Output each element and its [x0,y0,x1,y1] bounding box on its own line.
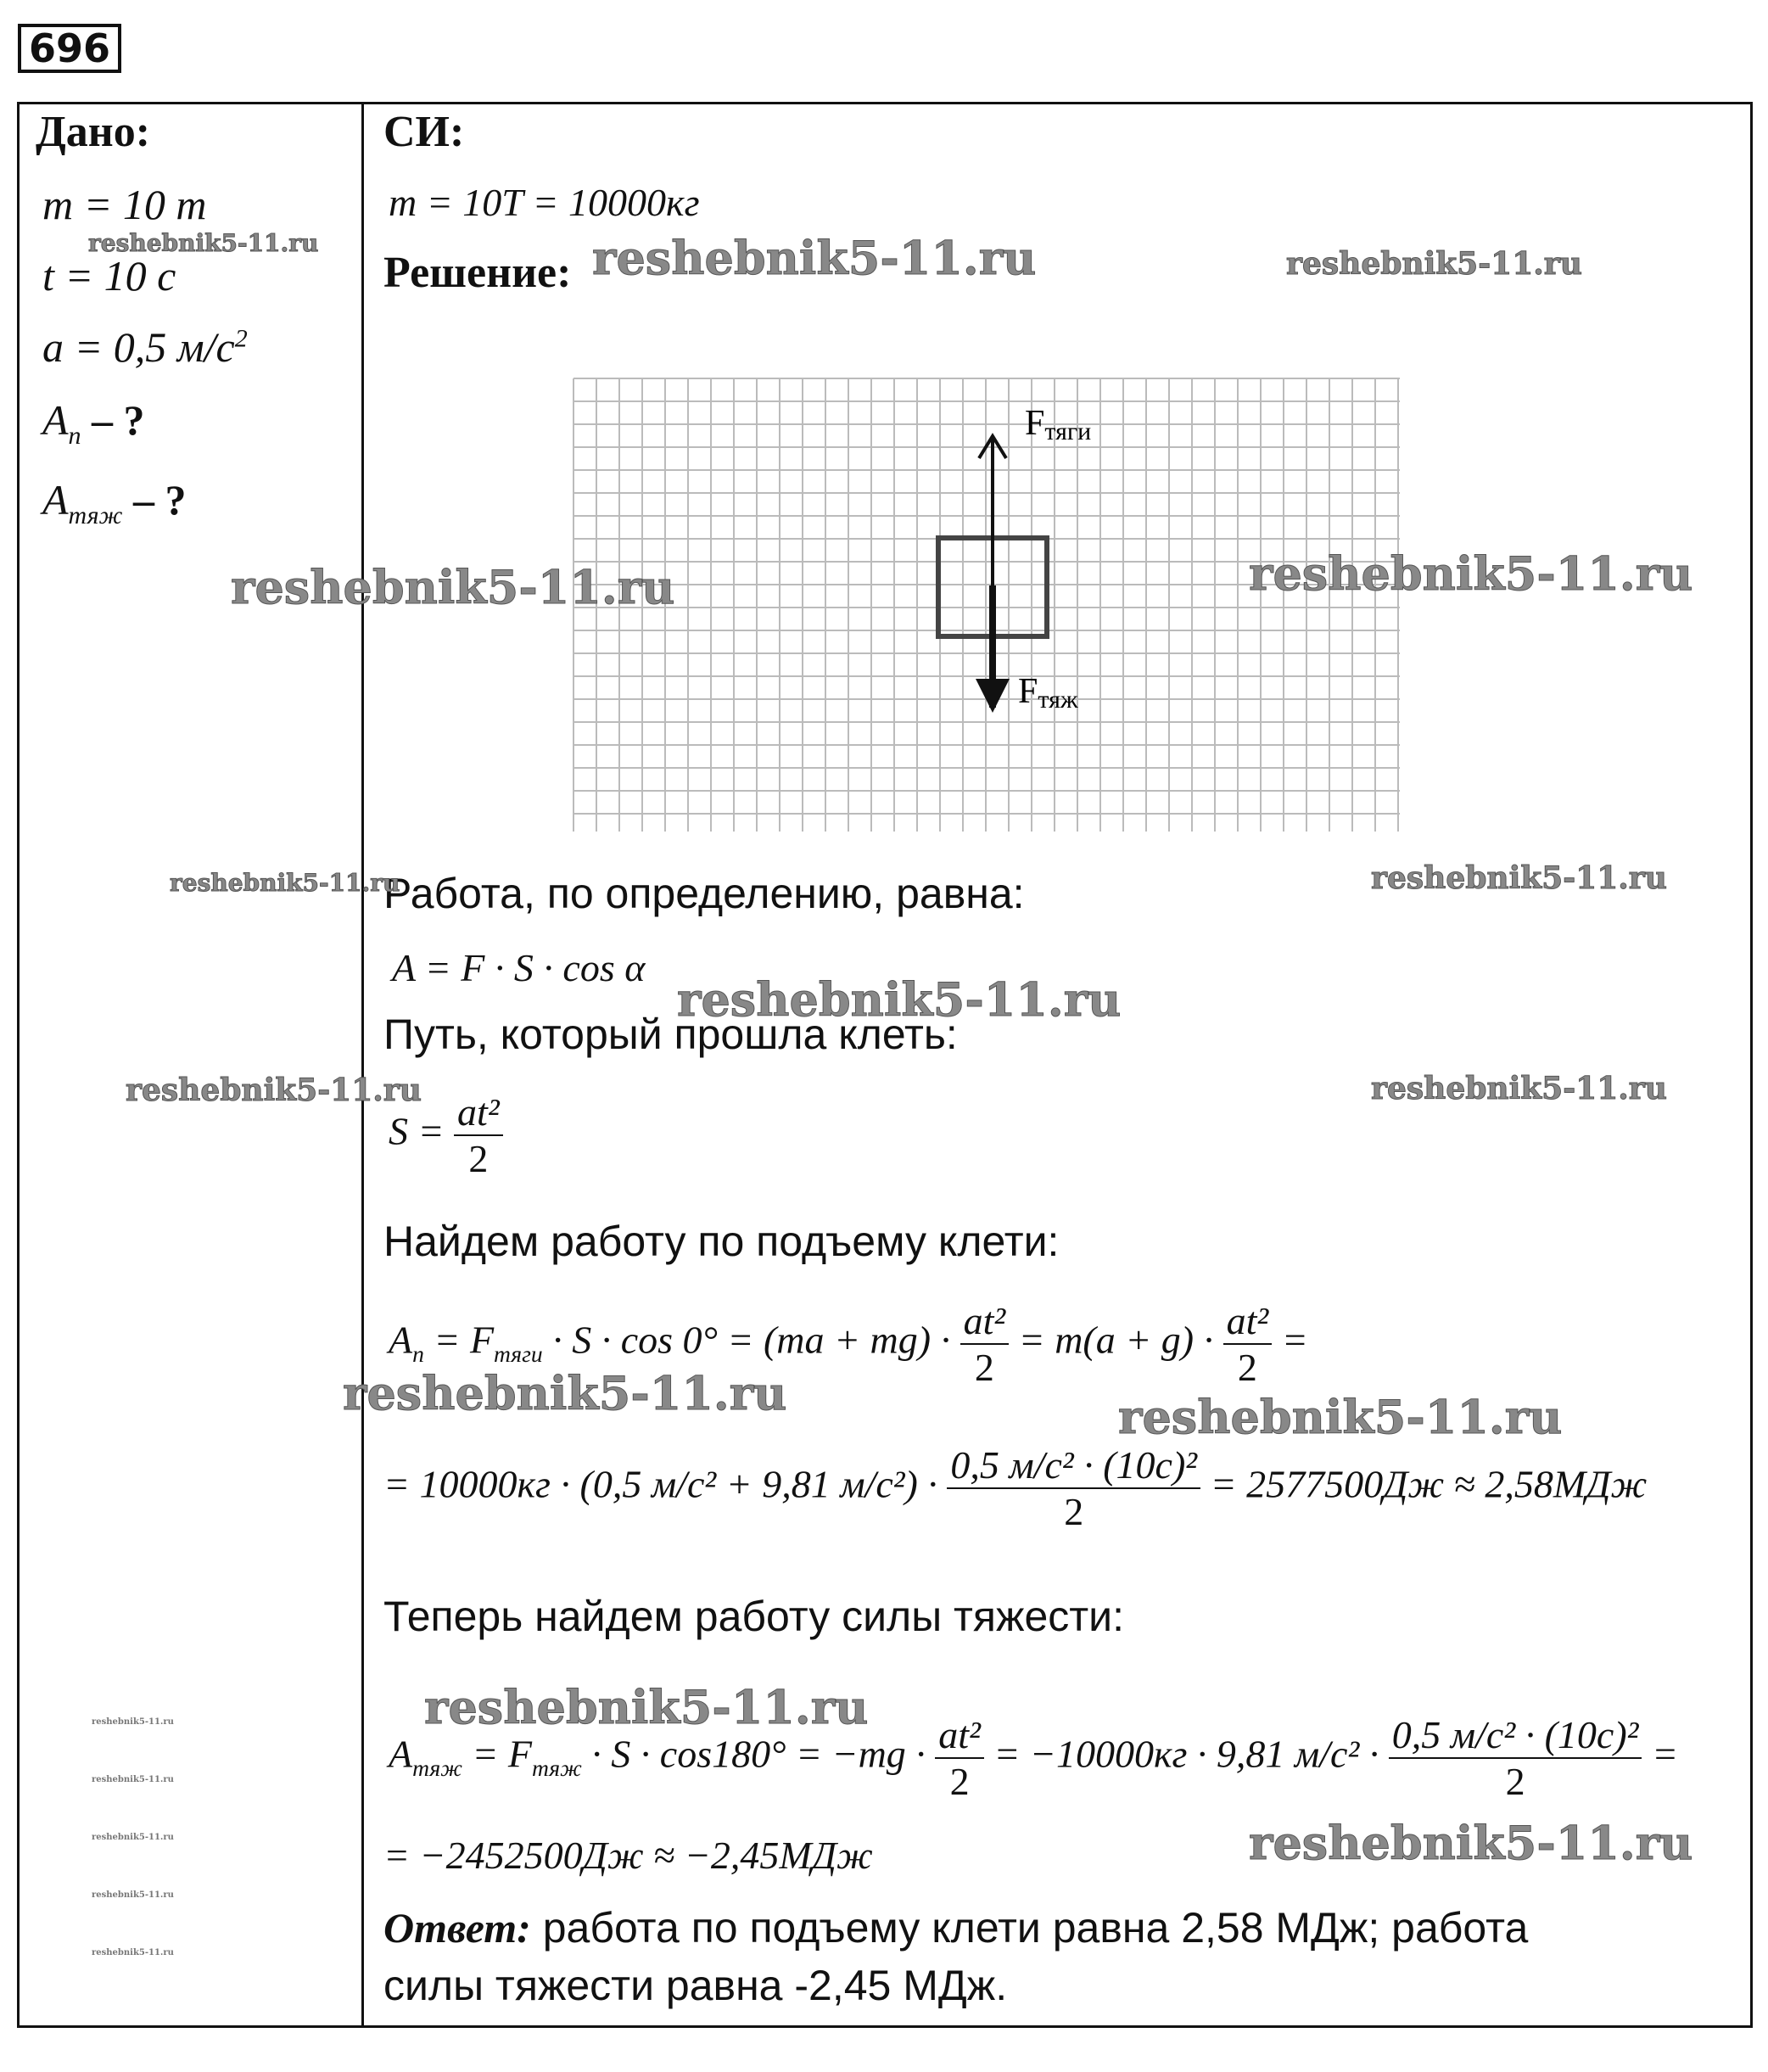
watermark: reshebnik5-11.ru [92,1717,174,1727]
si-header: СИ: [383,108,465,156]
gravity-label: Fтяж [1018,672,1078,714]
work-definition-text: Работа, по определению, равна: [383,870,1025,917]
watermark: reshebnik5-11.ru [1118,1390,1563,1444]
watermark: reshebnik5-11.ru [592,231,1037,285]
watermark: reshebnik5-11.ru [424,1680,869,1734]
lift-work-calculation: = 10000кг · (0,5 м/c² + 9,81 м/c²) · $\frac{\text{0,5 м/c² · (10c)²}}{2}$ = 2577500Дж ≈ 2,58МДж [383,1443,1648,1533]
traction-label: Fтяги [1025,404,1092,445]
watermark: reshebnik5-11.ru [231,560,675,614]
lift-work-formula: $A_п = F_{тяги} \cdot S \cdot \cos 0^\circ = (ma + mg)$ · $\frac{\text{at²}}{2}$ = m(a + g) · $\frac{\text{at²}}{2}$ = [389,1299,1308,1389]
path-text: Путь, который прошла клеть: [383,1011,958,1058]
watermark: reshebnik5-11.ru [1249,1816,1693,1870]
solution-header: Решение: [383,249,572,297]
watermark: reshebnik5-11.ru [92,1890,174,1900]
watermark: reshebnik5-11.ru [92,1948,174,1957]
watermark: reshebnik5-11.ru [88,229,319,257]
watermark: reshebnik5-11.ru [126,1072,422,1108]
gravity-work-formula: $A_{тяж} = F_{тяж} \cdot S \cdot \cos 180^\circ = -mg$ · $\frac{\text{at²}}{2}$ = −10000кг · 9,81 м/c² · $\frac{\text{0,5 м/c² · (10c)²}}{2}$ = [389,1713,1679,1803]
watermark: reshebnik5-11.ru [1249,546,1693,601]
watermark: reshebnik5-11.ru [1371,860,1667,896]
given-unknown-work-lift: $A_п$ – ? [42,396,145,450]
watermark: reshebnik5-11.ru [92,1775,174,1784]
given-time: t = 10 с [42,252,176,300]
given-header: Дано: [36,108,151,156]
watermark: reshebnik5-11.ru [92,1833,174,1842]
given-mass: m = 10 т [42,181,207,228]
column-divider [361,102,364,2028]
work-formula: A = F · S · cos α [392,946,646,989]
given-acceleration: a = 0,5 $м/с^2$ [42,323,248,371]
si-mass: m = 10T = 10000кг [389,181,700,224]
answer: Ответ: работа по подъему клети равна 2,58 МДж; работа силы тяжести равна -2,45 МДж. [383,1904,1529,2009]
watermark: reshebnik5-11.ru [1371,1071,1667,1106]
watermark: reshebnik5-11.ru [1286,246,1582,282]
given-unknown-work-gravity: $A_{тяж}$ – ? [42,476,187,529]
path-formula: S = $\frac{\text{at²}}{2}$ [389,1089,503,1181]
watermark: reshebnik5-11.ru [170,869,400,897]
gravity-arrowhead [976,679,1010,713]
problem-number: 696 [18,24,121,73]
lift-work-text: Найдем работу по подъему клети: [383,1218,1060,1265]
gravity-work-result: = −2452500Дж ≈ −2,45МДж [383,1834,873,1877]
watermark: reshebnik5-11.ru [343,1366,787,1420]
gravity-work-text: Теперь найдем работу силы тяжести: [383,1593,1124,1640]
watermark: reshebnik5-11.ru [677,972,1122,1027]
